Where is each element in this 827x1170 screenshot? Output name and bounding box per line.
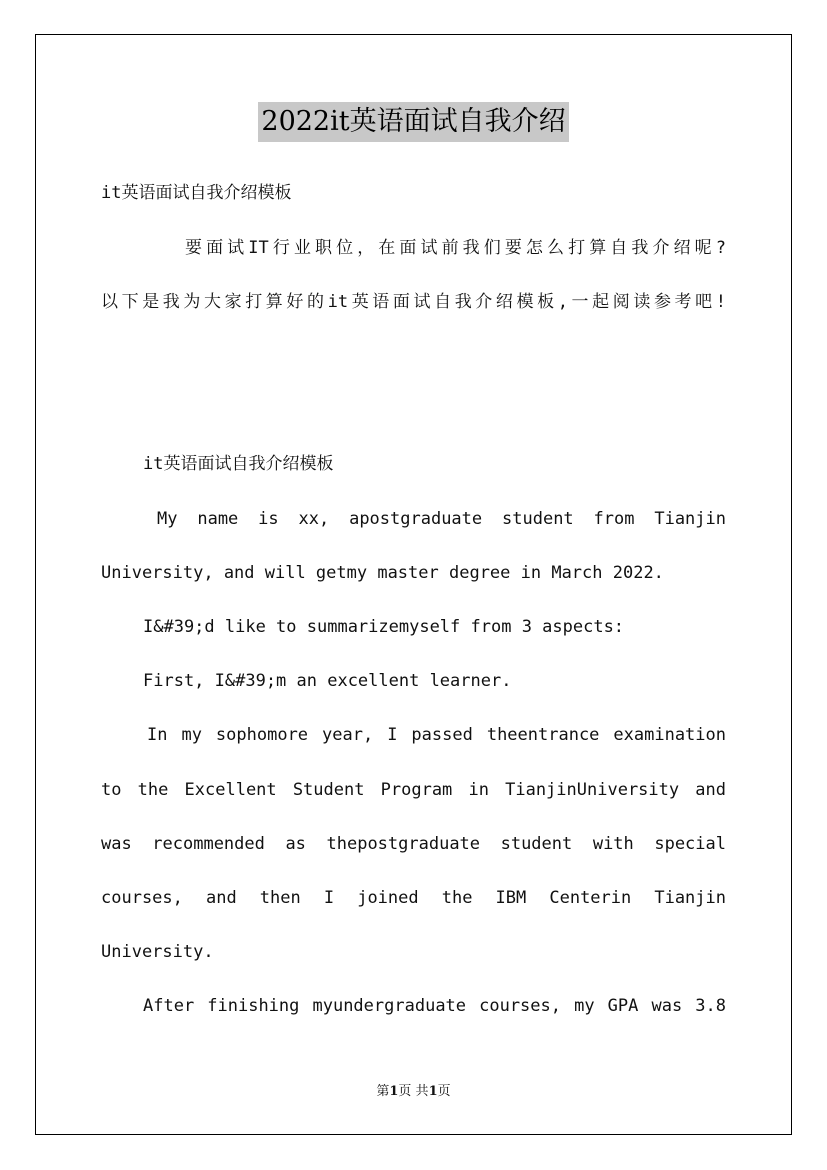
footer-page-total: 1 (428, 1084, 438, 1099)
footer-page-prefix: 第 (376, 1084, 390, 1099)
body-line: First, I&#39;m an excellent learner. (143, 671, 512, 691)
body-line: In my sophomore year, I passed theentrance examination (147, 725, 726, 745)
page-footer (0, 1083, 827, 1101)
section-heading: it英语面试自我介绍模板 (143, 454, 334, 474)
document-title: 2022it英语面试自我介绍 (258, 102, 568, 142)
footer-page-suffix: 页 (437, 1084, 451, 1099)
body-line: After finishing myundergraduate courses, my GPA was 3.8 (143, 996, 726, 1016)
body-line: to the Excellent Student Program in TianjinUniversity and (101, 780, 726, 800)
body-line: University, and will getmy master degree in March 2022. (101, 563, 664, 583)
subtitle: it英语面试自我介绍模板 (101, 183, 292, 203)
body-line: I&#39;d like to summarizemyself from 3 aspects: (143, 617, 625, 637)
footer-page-mid: 页 共 (398, 1084, 429, 1099)
footer-page-number: 1 (389, 1084, 399, 1099)
intro-line-1: 要面试IT行业职位，在面试前我们要怎么打算自我介绍呢? (185, 238, 726, 258)
body-line: University. (101, 942, 214, 962)
title-container (0, 102, 827, 142)
body-line: was recommended as thepostgraduate student with special (101, 834, 726, 854)
intro-line-2: 以下是我为大家打算好的it英语面试自我介绍模板,一起阅读参考吧! (101, 292, 726, 312)
body-line: courses, and then I joined the IBM Centerin Tianjin (101, 888, 726, 908)
body-line: My name is xx, apostgraduate student from Tianjin (157, 509, 726, 529)
